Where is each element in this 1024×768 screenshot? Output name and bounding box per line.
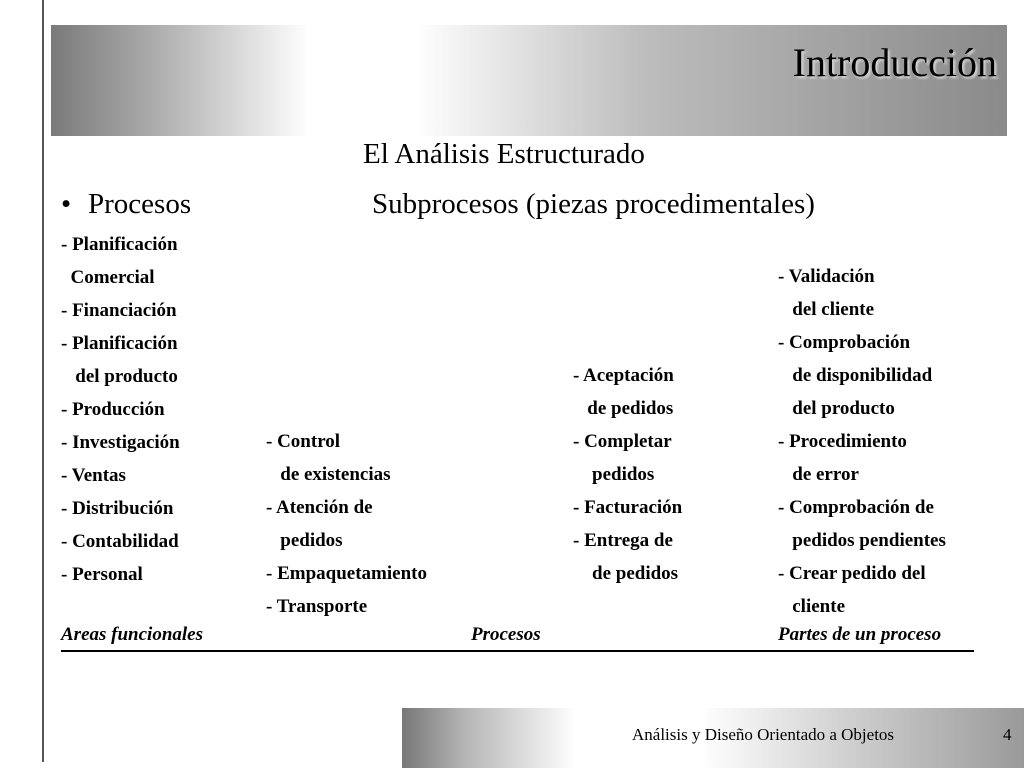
subprocesses-heading: Subprocesos (piezas procedimentales) xyxy=(372,188,815,220)
list-item: de pedidos xyxy=(573,563,679,584)
processes-heading: Procesos xyxy=(88,188,192,220)
list-item: Comercial xyxy=(61,267,155,288)
list-item: - Contabilidad xyxy=(61,531,179,552)
list-item: de disponibilidad xyxy=(778,365,933,386)
column-areas xyxy=(61,228,180,591)
list-item: - Entrega de xyxy=(573,530,673,551)
list-item: - Control xyxy=(266,431,341,452)
list-item: de error xyxy=(778,464,859,485)
list-item: - Facturación xyxy=(573,497,683,518)
label-procesos: Procesos xyxy=(471,624,541,645)
list-item: - Procedimiento xyxy=(778,431,907,452)
list-item: - Planificación xyxy=(61,333,178,354)
label-partes-proceso: Partes de un proceso xyxy=(778,624,942,645)
title-bar xyxy=(51,25,1007,136)
list-item: pedidos pendientes xyxy=(778,530,946,551)
list-item: - Completar xyxy=(573,431,672,452)
column-partes xyxy=(778,260,946,623)
list-item: - Distribución xyxy=(61,498,174,519)
footer-bar xyxy=(402,708,1024,768)
list-item: - Atención de xyxy=(266,497,373,518)
left-vertical-rule xyxy=(42,0,44,762)
list-item: - Personal xyxy=(61,564,143,585)
list-item: cliente xyxy=(778,596,846,617)
footer-course-title: Análisis y Diseño Orientado a Objetos xyxy=(632,725,895,744)
list-item: - Investigación xyxy=(61,432,180,453)
list-item: de existencias xyxy=(266,464,391,485)
slide-title: Introducción xyxy=(792,40,997,85)
list-item: pedidos xyxy=(573,464,655,485)
column-labels-row xyxy=(61,624,974,652)
column-procesos-a xyxy=(266,425,427,623)
list-item: - Aceptación xyxy=(573,365,674,386)
list-item: del producto xyxy=(778,398,895,419)
list-item: - Empaquetamiento xyxy=(266,563,427,584)
list-item: - Comprobación de xyxy=(778,497,934,518)
list-item: pedidos xyxy=(266,530,343,551)
list-item: de pedidos xyxy=(573,398,674,419)
list-item: - Financiación xyxy=(61,300,177,321)
list-item: - Validación xyxy=(778,266,875,287)
page-number: 4 xyxy=(1003,725,1012,744)
list-item: - Planificación xyxy=(61,234,178,255)
list-item: - Transporte xyxy=(266,596,368,617)
list-item: del producto xyxy=(61,366,178,387)
list-item: - Crear pedido del xyxy=(778,563,926,584)
column-procesos-b xyxy=(573,359,682,590)
list-item: - Comprobación xyxy=(778,332,911,353)
label-areas-funcionales: Areas funcionales xyxy=(61,624,203,645)
list-item: - Producción xyxy=(61,399,165,420)
bullet-glyph: • xyxy=(61,188,72,220)
list-item: del cliente xyxy=(778,299,875,320)
list-item: - Ventas xyxy=(61,465,126,486)
slide-subtitle: El Análisis Estructurado xyxy=(363,138,645,170)
